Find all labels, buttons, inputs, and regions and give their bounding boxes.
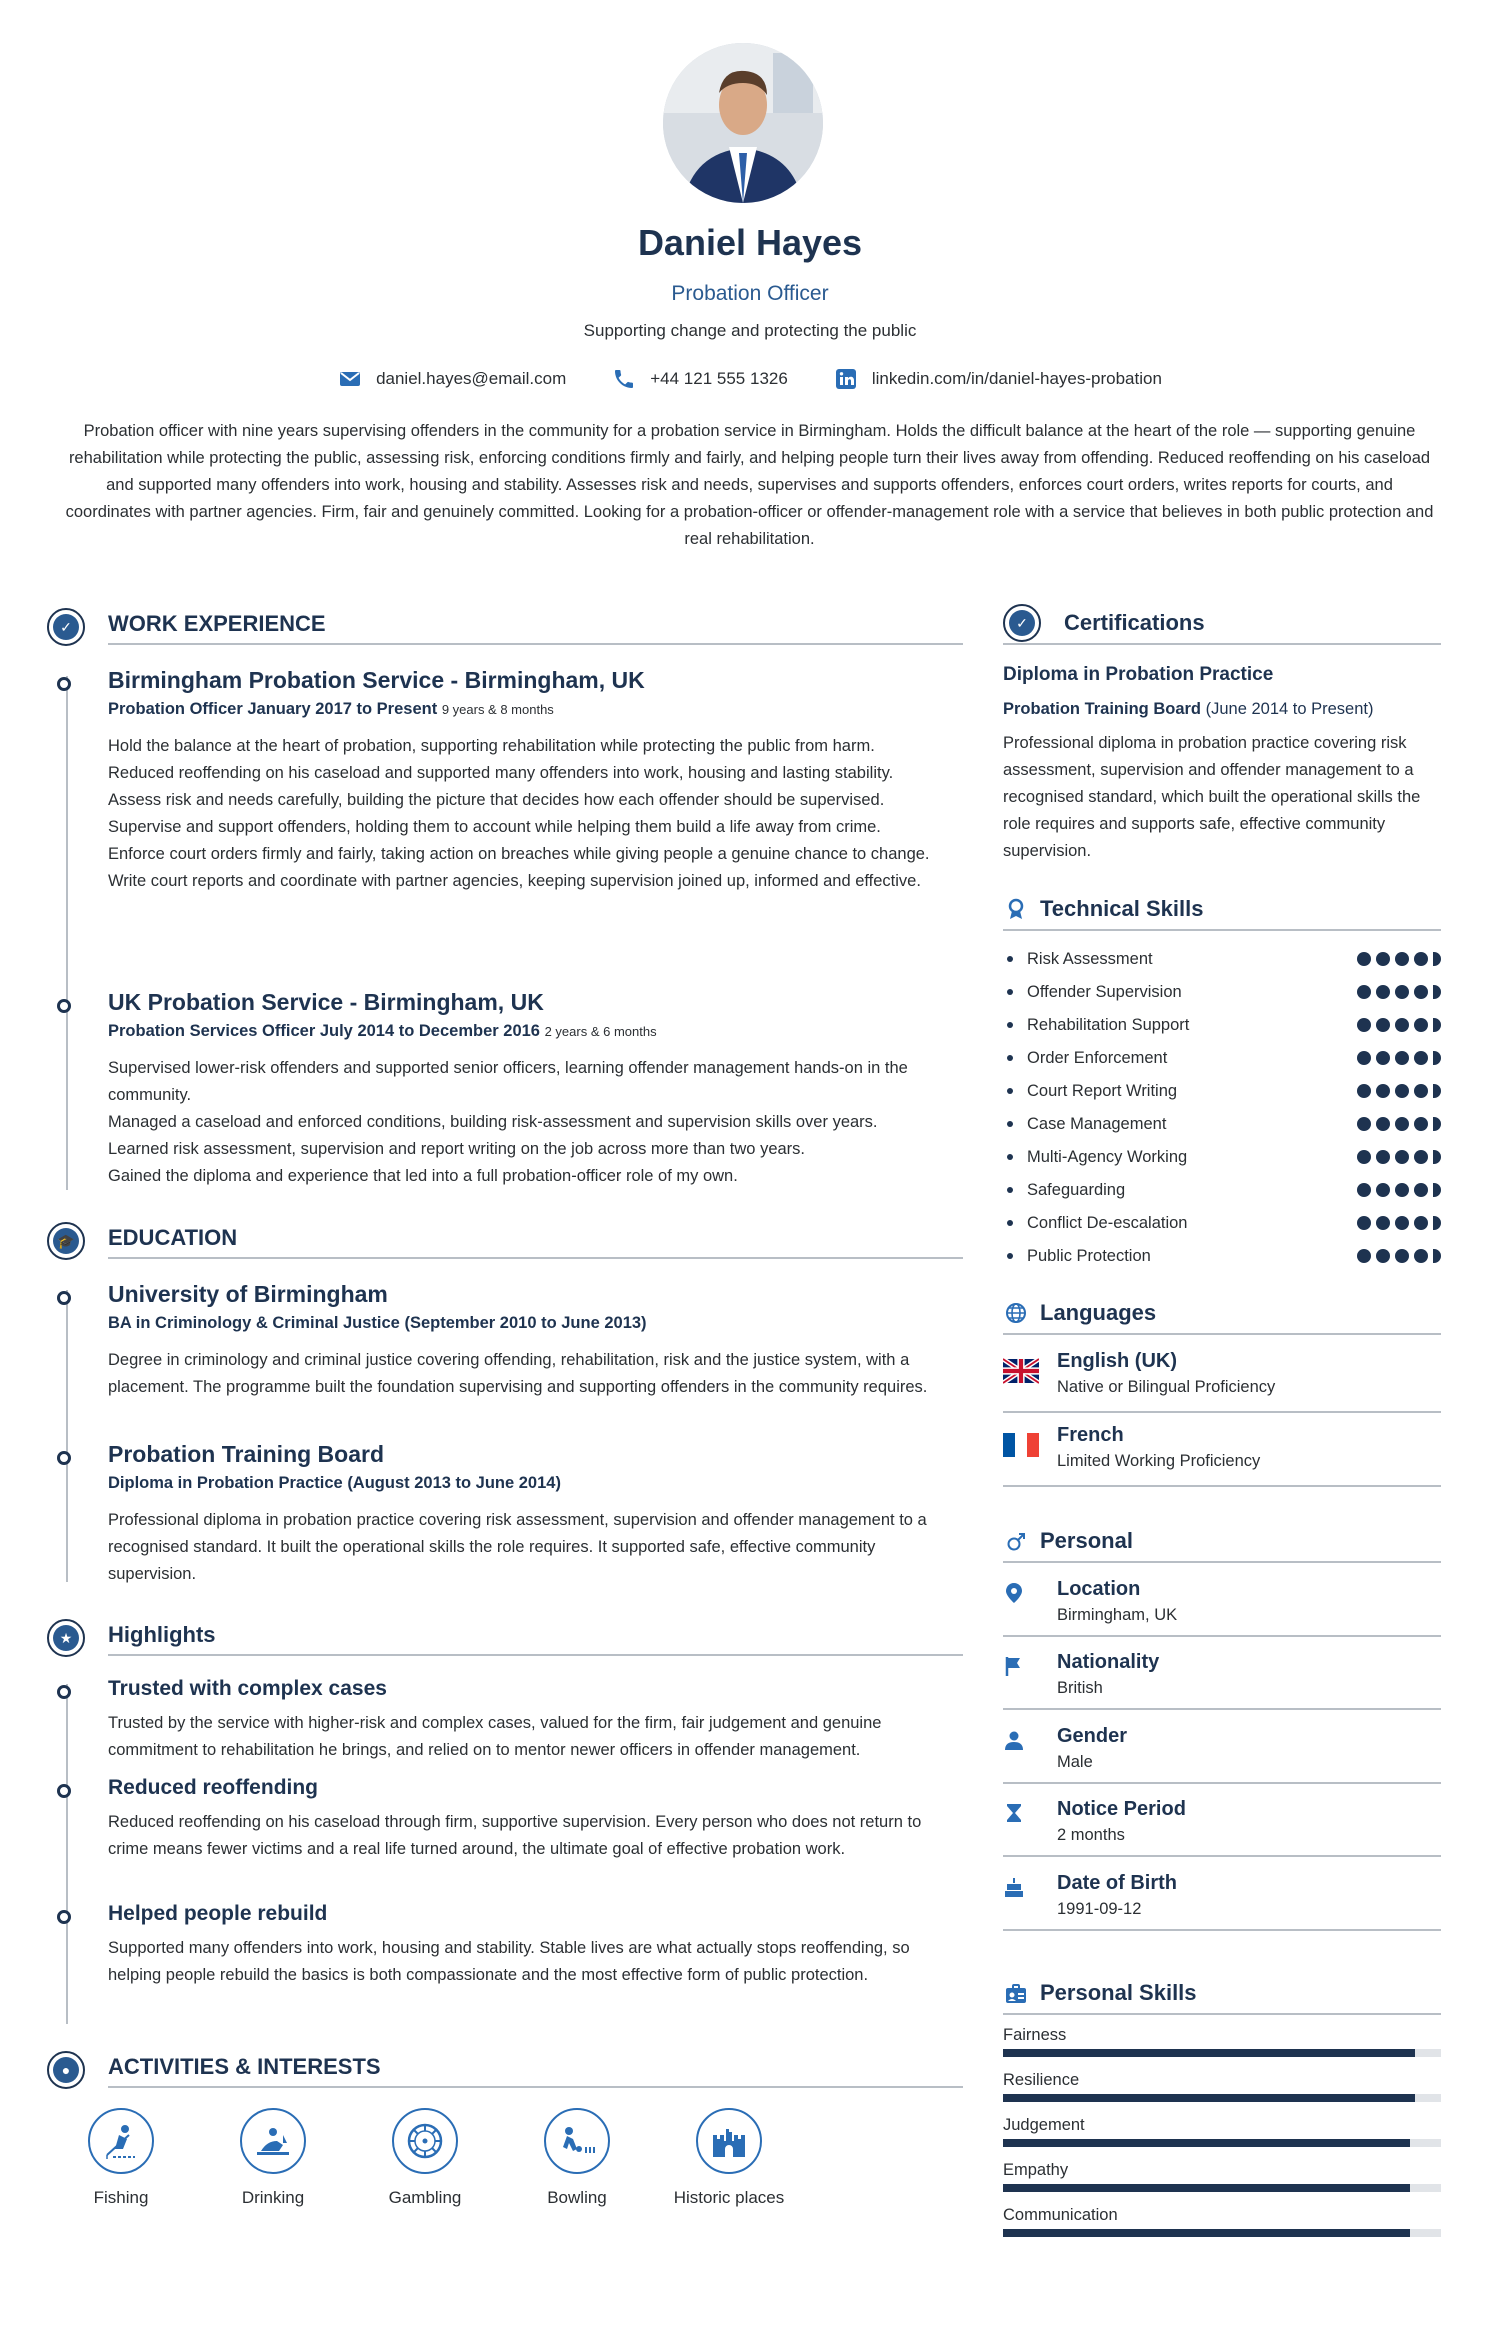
bullet-icon — [1007, 1022, 1013, 1028]
technical-skill-item — [1003, 981, 1441, 1003]
activity-item — [208, 2108, 338, 2208]
skill-rating — [1357, 1216, 1441, 1230]
job-bullet: Learned risk assessment, supervision and report writing on the job across more than two years. — [108, 1140, 806, 1158]
linkedin-text[interactable]: linkedin.com/in/daniel-hayes-probation — [871, 369, 1162, 388]
skill-bar — [1003, 2139, 1441, 2147]
rating-dot — [1395, 1150, 1409, 1164]
globe-icon — [1005, 1302, 1027, 1324]
job-description — [108, 1055, 963, 1190]
skill-rating — [1357, 1018, 1441, 1032]
job-employer: UK Probation Service - Birmingham, UK — [108, 989, 544, 1015]
activity-item — [664, 2108, 794, 2208]
languages-divider — [1003, 1333, 1441, 1335]
skill-bar — [1003, 2184, 1441, 2192]
personal-skill-item — [1003, 2026, 1441, 2057]
skill-rating — [1357, 1084, 1441, 1098]
technical-skill-item — [1003, 1113, 1441, 1135]
education-heading: EDUCATION — [108, 1225, 238, 1250]
rating-dot — [1395, 1249, 1409, 1263]
rating-dot-half — [1433, 985, 1441, 999]
rating-dot — [1414, 1018, 1428, 1032]
gambling-icon — [405, 2121, 445, 2161]
skill-bar — [1003, 2094, 1441, 2102]
rating-dot — [1395, 952, 1409, 966]
bowling-icon — [557, 2121, 597, 2161]
highlight-title: Trusted with complex cases — [108, 1677, 387, 1700]
rating-dot — [1357, 1018, 1371, 1032]
technical-skill-item — [1003, 948, 1441, 970]
job-role: Probation Officer — [108, 700, 243, 718]
work-divider — [108, 643, 963, 645]
gender-male-icon — [1005, 1531, 1027, 1553]
skill-rating — [1357, 1051, 1441, 1065]
rating-dot — [1414, 1051, 1428, 1065]
school-name: University of Birmingham — [108, 1281, 388, 1307]
activities-section-icon — [47, 2051, 85, 2089]
flag-icon — [1003, 1655, 1025, 1677]
job-bullet: Supervise and support offenders, holding them to account while helping them build a life away from crime. — [108, 818, 881, 836]
education-timeline — [66, 1290, 68, 1582]
highlight-description: Reduced reoffending on his caseload through firm, supportive supervision. Every person who does not return to crime means fewer victims and a real life turned around, the ultimate goal of effective probation work. — [108, 1813, 922, 1858]
personal-value: 2 months — [1057, 1826, 1125, 1844]
degree-line — [108, 1314, 647, 1333]
personal-label: Nationality — [1057, 1651, 1160, 1673]
certifications-heading: Certifications — [1064, 610, 1205, 635]
timeline-dot — [57, 1685, 71, 1699]
bullet-icon — [1007, 956, 1013, 962]
languages-heading: Languages — [1040, 1300, 1157, 1325]
activity-label: Bowling — [547, 2188, 607, 2207]
rating-dot — [1414, 1117, 1428, 1131]
personal-value: Birmingham, UK — [1057, 1606, 1178, 1624]
activity-label: Historic places — [673, 2188, 785, 2207]
job-bullet: Assess risk and needs carefully, building the picture that decides how each offender should be supervised. — [108, 791, 885, 809]
uk-flag-icon — [1003, 1358, 1039, 1384]
work-section-icon — [47, 608, 85, 646]
rating-dot — [1376, 1117, 1390, 1131]
rating-dot — [1376, 985, 1390, 999]
rating-dot — [1414, 985, 1428, 999]
divider — [1003, 1411, 1441, 1413]
personal-skill-label: Judgement — [1003, 2116, 1085, 2134]
education-description: Degree in criminology and criminal justice covering offending, rehabilitation, risk and the justice system, with a placement. The programme built the foundation supervising and supporting offenders in the community requires. — [108, 1351, 928, 1396]
profile-summary: Probation officer with nine years supervising offenders in the community for a probation service in Birmingham. Holds the difficult balance at the heart of the role — supporting genuine rehabilitation while protecting the public, assessing risk, enforcing conditions firmly and fairly, and helping people turn their lives away from offending. Reduced reoffending on his caseload and supported many offenders into work, housing and stability. Assesses risk and needs, supervises and supports offenders, enforces court orders, writes reports for courts, and coordinates with partner agencies. Firm, fair and genuinely committed. Looking for a probation-officer or offender-management role with a service that believes in both public protection and real rehabilitation. — [65, 422, 1434, 548]
job-bullet: Managed a caseload and enforced conditions, building risk-assessment and supervision skills over years. — [108, 1113, 878, 1131]
rating-dot — [1376, 1249, 1390, 1263]
personal-skills-heading: Personal Skills — [1040, 1980, 1197, 2005]
job-role: Probation Services Officer — [108, 1022, 316, 1040]
cert-name: Diploma in Probation Practice — [1003, 664, 1274, 685]
job-bullet: Supervised lower-risk offenders and supported senior officers, learning offender management hands-on in the community. — [108, 1059, 908, 1104]
star-icon: ★ — [53, 1625, 79, 1651]
highlights-divider — [108, 1654, 963, 1656]
rating-dot — [1395, 1051, 1409, 1065]
divider — [1003, 1635, 1441, 1637]
skill-bar-fill — [1003, 2049, 1415, 2057]
technical-skill-label: Rehabilitation Support — [1027, 1015, 1190, 1034]
bullet-icon — [1007, 1154, 1013, 1160]
rating-dot-half — [1433, 952, 1441, 966]
graduation-cap-icon: 🎓 — [53, 1228, 79, 1254]
rating-dot-half — [1433, 1150, 1441, 1164]
linkedin-icon — [834, 367, 858, 391]
bullet-icon — [1007, 1187, 1013, 1193]
drinking-icon — [253, 2121, 293, 2161]
skill-rating — [1357, 1249, 1441, 1263]
technical-skill-label: Safeguarding — [1027, 1180, 1126, 1199]
phone-text[interactable]: +44 121 555 1326 — [650, 369, 788, 388]
divider — [1003, 1929, 1441, 1931]
job-duration: 2 years & 6 months — [544, 1024, 657, 1039]
personal-skill-item — [1003, 2206, 1441, 2237]
skill-rating — [1357, 952, 1441, 966]
job-dates: July 2014 to December 2016 — [319, 1022, 540, 1040]
job-employer: Birmingham Probation Service - Birmingham, UK — [108, 667, 645, 693]
technical-skill-item — [1003, 1047, 1441, 1069]
education-description: Professional diploma in probation practice covering risk assessment, supervision and offender management to a recognised standard. It built the operational skills the role requires. It supported safe, effective community supervision. — [108, 1511, 927, 1583]
rating-dot-half — [1433, 1216, 1441, 1230]
bullet-icon — [1007, 1121, 1013, 1127]
degree-dates: (August 2013 to June 2014) — [347, 1474, 561, 1492]
job-bullet: Reduced reoffending on his caseload and supported many offenders into work, housing and lasting stability. — [108, 764, 894, 782]
rating-dot — [1376, 1150, 1390, 1164]
degree: Diploma in Probation Practice — [108, 1474, 343, 1492]
rating-dot — [1376, 1183, 1390, 1197]
rating-dot-half — [1433, 1117, 1441, 1131]
rating-dot — [1414, 1216, 1428, 1230]
technical-skill-label: Case Management — [1027, 1114, 1167, 1133]
rating-dot — [1357, 952, 1371, 966]
work-heading: WORK EXPERIENCE — [108, 611, 326, 636]
activity-label: Gambling — [388, 2188, 462, 2207]
timeline-dot — [57, 999, 71, 1013]
divider — [1003, 1485, 1441, 1487]
certificate-badge-icon: ✓ — [1009, 610, 1035, 636]
rating-dot — [1395, 1084, 1409, 1098]
job-bullet: Hold the balance at the heart of probation, supporting rehabilitation while protecting the public from harm. — [108, 737, 875, 755]
technical-skill-item — [1003, 1245, 1441, 1267]
personal-skill-label: Fairness — [1003, 2026, 1067, 2044]
fishing-icon — [101, 2121, 141, 2161]
contact-bar — [0, 367, 1500, 391]
personal-skill-label: Empathy — [1003, 2161, 1069, 2179]
rating-dot — [1376, 952, 1390, 966]
technical-skill-label: Court Report Writing — [1027, 1081, 1178, 1100]
rating-dot — [1376, 1051, 1390, 1065]
language-level: Limited Working Proficiency — [1057, 1452, 1261, 1470]
technical-skill-item — [1003, 1014, 1441, 1036]
personal-skill-item — [1003, 2161, 1441, 2192]
technical-skill-label: Order Enforcement — [1027, 1048, 1168, 1067]
phone-contact[interactable] — [612, 367, 788, 391]
divider — [1003, 1708, 1441, 1710]
technical-skill-label: Multi-Agency Working — [1027, 1147, 1188, 1166]
rating-dot-half — [1433, 1084, 1441, 1098]
certifications-divider — [1003, 643, 1441, 645]
bullet-icon — [1007, 1088, 1013, 1094]
skill-bar-fill — [1003, 2094, 1415, 2102]
candidate-name: Daniel Hayes — [637, 222, 863, 263]
bullet-icon — [1007, 1220, 1013, 1226]
skill-bar — [1003, 2049, 1441, 2057]
rating-dot — [1357, 1150, 1371, 1164]
hourglass-icon — [1003, 1802, 1025, 1824]
education-divider — [108, 1257, 963, 1259]
palette-icon: ● — [53, 2057, 79, 2083]
language-name: French — [1057, 1424, 1124, 1446]
personal-divider — [1003, 1561, 1441, 1563]
technical-skill-item — [1003, 1212, 1441, 1234]
personal-value: 1991-09-12 — [1057, 1900, 1142, 1918]
divider — [1003, 1855, 1441, 1857]
job-title: Probation Officer — [671, 282, 829, 305]
personal-label: Date of Birth — [1057, 1872, 1177, 1894]
timeline-dot — [57, 1451, 71, 1465]
personal-skill-label: Resilience — [1003, 2071, 1080, 2089]
technical-skills-divider — [1003, 929, 1441, 931]
activity-item — [360, 2108, 490, 2208]
profile-photo — [663, 43, 823, 203]
activity-label: Fishing — [93, 2188, 149, 2207]
personal-label: Notice Period — [1057, 1798, 1186, 1820]
rating-dot-half — [1433, 1018, 1441, 1032]
rating-dot — [1376, 1018, 1390, 1032]
personal-label: Location — [1057, 1578, 1141, 1600]
rating-dot — [1357, 1183, 1371, 1197]
rating-dot — [1395, 1018, 1409, 1032]
castle-icon — [709, 2121, 749, 2161]
email-contact[interactable] — [338, 367, 566, 391]
divider — [1003, 1782, 1441, 1784]
activity-label: Drinking — [241, 2188, 305, 2207]
bullet-icon — [1007, 1253, 1013, 1259]
highlights-timeline — [66, 1684, 68, 2024]
email-text[interactable]: daniel.hayes@email.com — [376, 369, 567, 388]
highlights-section-icon — [47, 1619, 85, 1657]
rating-dot — [1395, 1216, 1409, 1230]
job-bullet: Enforce court orders firmly and fairly, taking action on breaches while giving people a genuine chance to change. — [108, 845, 930, 863]
skill-bar-fill — [1003, 2139, 1410, 2147]
technical-skill-item — [1003, 1080, 1441, 1102]
activities-divider — [108, 2086, 963, 2088]
rating-dot — [1357, 1216, 1371, 1230]
highlight-title: Helped people rebuild — [108, 1902, 328, 1925]
degree-dates: (September 2010 to June 2013) — [404, 1314, 647, 1332]
job-bullet: Write court reports and coordinate with partner agencies, keeping supervision joined up, informed and effective. — [108, 872, 921, 890]
activity-item — [56, 2108, 186, 2208]
rating-dot — [1414, 1084, 1428, 1098]
job-duration: 9 years & 8 months — [441, 702, 554, 717]
technical-skill-label: Conflict De-escalation — [1027, 1213, 1188, 1232]
rating-dot — [1414, 1249, 1428, 1263]
highlight-description: Trusted by the service with higher-risk and complex cases, valued for the firm, fair judgement and genuine commitment to rehabilitation he brings, and relied on to mentor newer officers in offender management. — [108, 1714, 882, 1759]
job-role-line — [108, 700, 554, 719]
timeline-dot — [57, 1784, 71, 1798]
personal-heading: Personal — [1040, 1528, 1133, 1553]
rating-dot — [1395, 985, 1409, 999]
highlight-title: Reduced reoffending — [108, 1776, 319, 1799]
personal-skill-item — [1003, 2116, 1441, 2147]
language-level: Native or Bilingual Proficiency — [1057, 1378, 1276, 1396]
rating-dot — [1376, 1084, 1390, 1098]
rating-dot — [1395, 1117, 1409, 1131]
cert-issuer: Probation Training Board — [1003, 700, 1202, 718]
degree-line — [108, 1474, 561, 1493]
activity-item — [512, 2108, 642, 2208]
school-name: Probation Training Board — [108, 1441, 385, 1467]
rating-dot — [1357, 1249, 1371, 1263]
degree: BA in Criminology & Criminal Justice — [108, 1314, 400, 1332]
technical-skill-label: Offender Supervision — [1027, 982, 1182, 1001]
award-ribbon-icon — [1005, 898, 1027, 920]
rating-dot — [1414, 1183, 1428, 1197]
cake-icon — [1003, 1876, 1025, 1898]
skill-bar — [1003, 2229, 1441, 2237]
personal-skill-label: Communication — [1003, 2206, 1118, 2224]
france-flag-icon — [1003, 1432, 1039, 1458]
activities-heading: ACTIVITIES & INTERESTS — [108, 2054, 381, 2079]
job-bullet: Gained the diploma and experience that led into a full probation-officer role of my own. — [108, 1167, 738, 1185]
rating-dot — [1357, 1117, 1371, 1131]
rating-dot-half — [1433, 1249, 1441, 1263]
person-icon — [1003, 1729, 1025, 1751]
personal-value: British — [1057, 1679, 1103, 1697]
rating-dot-half — [1433, 1183, 1441, 1197]
linkedin-contact[interactable] — [834, 367, 1162, 391]
email-icon — [338, 367, 362, 391]
language-name: English (UK) — [1057, 1350, 1177, 1372]
phone-icon — [612, 367, 636, 391]
job-role-line — [108, 1022, 657, 1041]
rating-dot — [1357, 1084, 1371, 1098]
cert-dates: (June 2014 to Present) — [1205, 700, 1374, 718]
skill-bar-fill — [1003, 2184, 1410, 2192]
personal-skills-divider — [1003, 2013, 1441, 2015]
certifications-section-icon — [1003, 604, 1041, 642]
cert-description: Professional diploma in probation practice covering risk assessment, supervision and offender management to a recognised standard, which built the operational skills the role requires and supports safe, effective community supervision. — [1003, 734, 1421, 860]
id-card-icon — [1005, 1983, 1027, 2005]
work-timeline — [66, 676, 68, 1190]
location-icon — [1003, 1582, 1025, 1604]
personal-label: Gender — [1057, 1725, 1128, 1747]
technical-skill-item — [1003, 1179, 1441, 1201]
highlight-description: Supported many offenders into work, housing and stability. Stable lives are what actually stops reoffending, so helping people rebuild the basics is both compassionate and the most effective form of public protection. — [108, 1939, 910, 1984]
rating-dot — [1376, 1216, 1390, 1230]
job-description — [108, 733, 963, 895]
rating-dot — [1395, 1183, 1409, 1197]
technical-skill-item — [1003, 1146, 1441, 1168]
skill-rating — [1357, 1150, 1441, 1164]
education-section-icon — [47, 1222, 85, 1260]
technical-skill-label: Public Protection — [1027, 1246, 1151, 1265]
rating-dot-half — [1433, 1051, 1441, 1065]
personal-value: Male — [1057, 1753, 1093, 1771]
technical-skills-heading: Technical Skills — [1040, 896, 1204, 921]
badge-check-icon: ✓ — [53, 614, 79, 640]
bullet-icon — [1007, 989, 1013, 995]
technical-skill-label: Risk Assessment — [1027, 949, 1153, 968]
timeline-dot — [57, 677, 71, 691]
rating-dot — [1414, 1150, 1428, 1164]
personal-skill-item — [1003, 2071, 1441, 2102]
skill-rating — [1357, 1117, 1441, 1131]
skill-bar-fill — [1003, 2229, 1410, 2237]
timeline-dot — [57, 1910, 71, 1924]
rating-dot — [1357, 985, 1371, 999]
tagline: Supporting change and protecting the public — [583, 321, 917, 340]
highlights-heading: Highlights — [108, 1622, 216, 1647]
timeline-dot — [57, 1291, 71, 1305]
skill-rating — [1357, 1183, 1441, 1197]
bullet-icon — [1007, 1055, 1013, 1061]
cert-issuer-line — [1003, 700, 1373, 719]
rating-dot — [1357, 1051, 1371, 1065]
job-dates: January 2017 to Present — [247, 700, 438, 718]
skill-rating — [1357, 985, 1441, 999]
rating-dot — [1414, 952, 1428, 966]
